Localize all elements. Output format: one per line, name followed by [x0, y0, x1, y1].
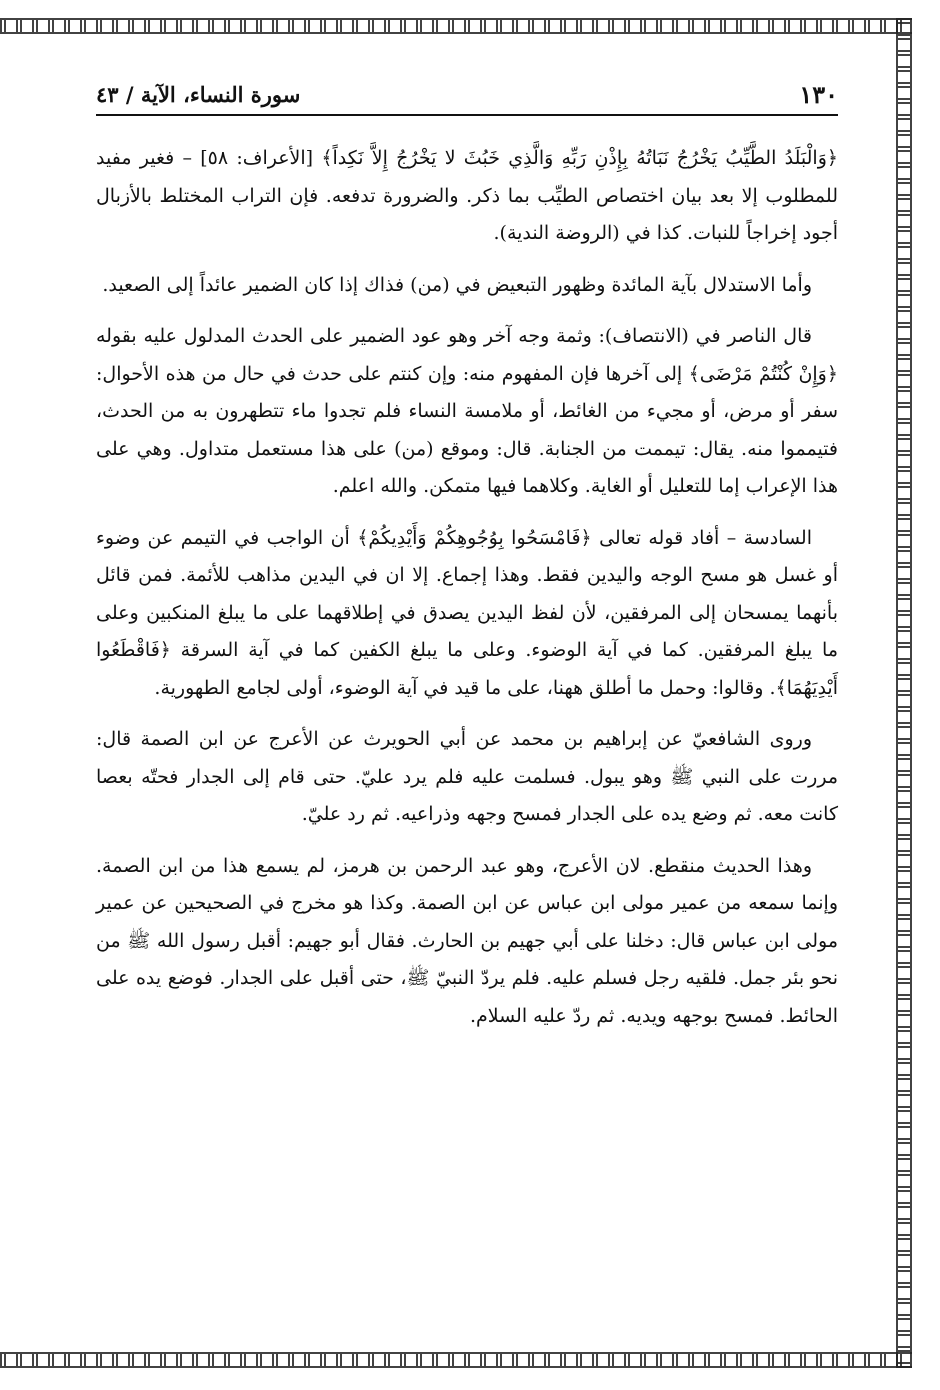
paragraph: وروى الشافعيّ عن إبراهيم بن محمد عن أبي الحويرث عن الأعرج عن ابن الصمة قال: مررت على النبي ﷺ وهو يبول. فسلمت عليه فلم يرد عليّ. حتى قام إلى الجدار فحتّه بعصا كانت معه. ثم وضع يده على الجدار فمسح وجهه وذراعيه. ثم رد عليّ.: [96, 728, 838, 825]
paragraph: السادسة – أفاد قوله تعالى ﴿فَامْسَحُوا بِوُجُوهِكُمْ وَأَيْدِيكُمْ﴾ أن الواجب في التيمم عن وضوء أو غسل هو مسح الوجه واليدين فقط. وهذا إجماع. إلا ان في اليدين مذاهب للأئمة. فمن قائل بأنهما يمسحان إلى المرفقين، لأن لفظ اليدين يصدق في إطلاقهما على ما يبلغ المنكبين وعلى ما يبلغ المرفقين. كما في آية الوضوء. وعلى ما يبلغ الكفين كما في آية السرقة ﴿فَاقْطَعُوا أَيْدِيَهُمَا﴾. وقالوا: وحمل ما أطلق ههنا، على ما قيد في آية الوضوء، أولى لجامع الطهورية.: [96, 526, 838, 699]
running-title: سورة النساء، الآية / ٤٣: [96, 81, 301, 107]
page-content: [96, 140, 838, 1035]
paragraph: وهذا الحديث منقطع. لان الأعرج، وهو عبد الرحمن بن هرمز، لم يسمع هذا من ابن الصمة. وإنما سمعه من عمير مولى ابن عباس عن ابن الصمة. وكذا هو مخرج في الصحيحين عن عمير مولى ابن عباس قال: دخلنا على أبي جهيم بن الحارث. فقال أبو جهيم: أقبل رسول الله ﷺ من نحو بئر جمل. فلقيه رجل فسلم عليه. فلم يردّ النبيّ ﷺ، حتى أقبل على الجدار. فوضع يده على الحائط. فمسح بوجهه ويديه. ثم ردّ عليه السلام.: [96, 854, 838, 1027]
running-header: [96, 74, 838, 116]
decorative-border-top: [0, 18, 912, 34]
decorative-border-right: [896, 18, 912, 1368]
paragraph: ﴿وَالْبَلَدُ الطَّيِّبُ يَخْرُجُ نَبَاتُهُ بِإِذْنِ رَبِّهِ وَالَّذِي خَبُثَ لا يَخْرُجُ إِلاَّ نَكِداً﴾ [الأعراف: ٥٨] – فغير مفيد للمطلوب إلا بعد بيان اختصاص الطيِّب بما ذكر. والضرورة تدفعه. فإن التراب المختلط بالأزبال أجود إخراجاً للنبات. كذا في (الروضة الندية).: [96, 147, 838, 244]
book-page: [96, 60, 838, 1340]
decorative-border-bottom: [0, 1352, 912, 1368]
paragraph: وأما الاستدلال بآية المائدة وظهور التبعيض في (من) فذاك إذا كان الضمير عائداً إلى الصعيد.: [102, 273, 812, 296]
page-number: ١٣٠: [799, 79, 838, 109]
paragraph: قال الناصر في (الانتصاف): وثمة وجه آخر وهو عود الضمير على الحدث المدلول عليه بقوله ﴿وَإِنْ كُنْتُمْ مَرْضَى﴾ إلى آخرها فإن المفهوم منه: وإن كنتم على حدث في حال من هذه الأحوال: سفر أو مرض، أو مجيء من الغائط، أو ملامسة النساء فلم تجدوا ماء تتطهرون به من الحدث، فتيمموا منه. يقال: تيممت من الجنابة. قال: وموقع (من) على هذا مستعمل متداول. وهي على هذا الإعراب إما للتعليل أو الغاية. وكلاهما فيها متمكن. والله اعلم.: [96, 325, 838, 497]
